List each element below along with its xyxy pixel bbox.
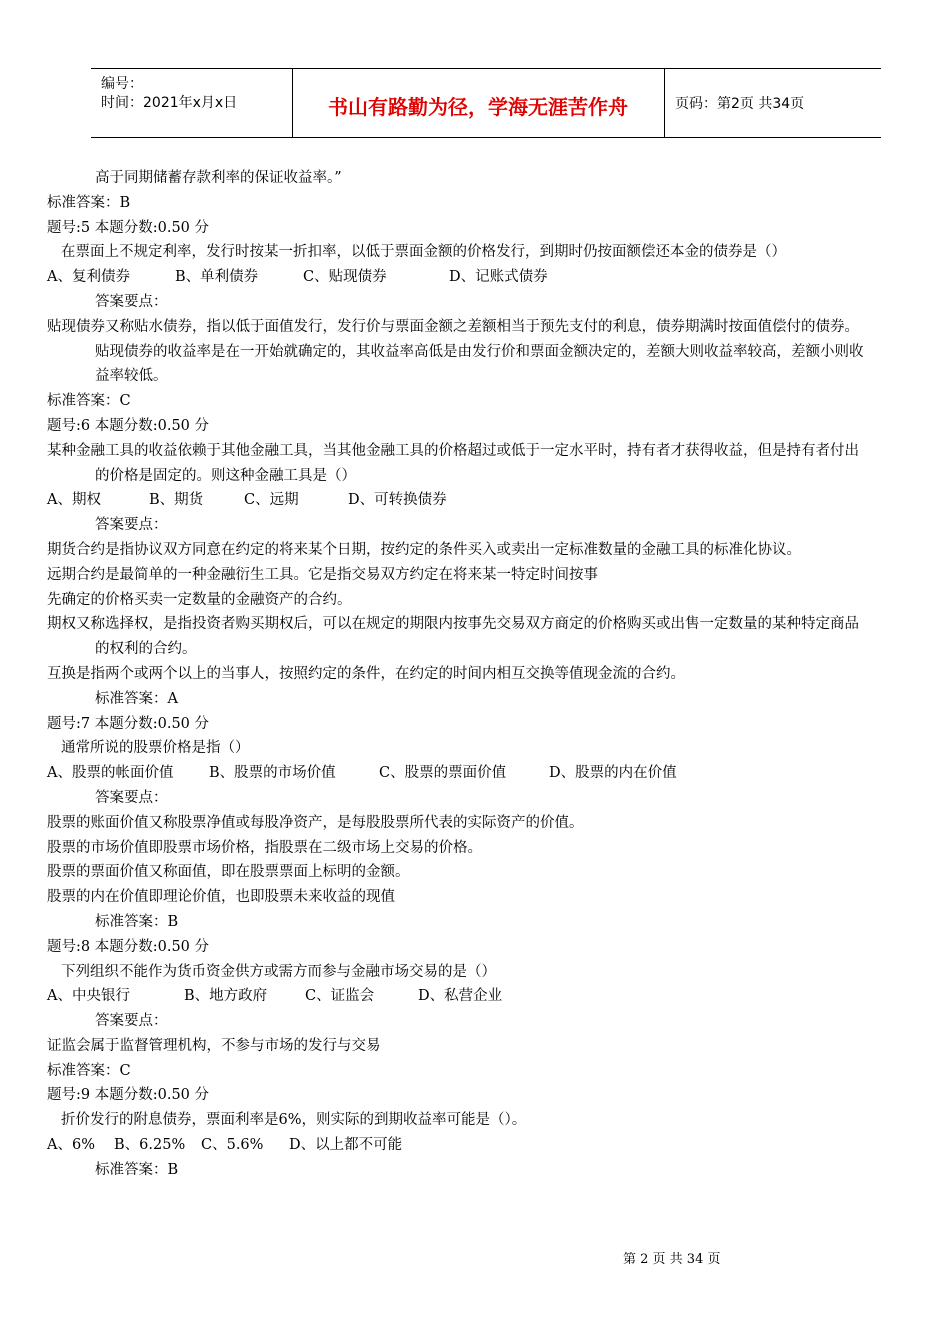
q8-options — [47, 984, 872, 1009]
q8-title: 题号:8 本题分数:0.50 分 — [47, 938, 209, 955]
q9-stem: 折价发行的附息债券，票面利率是6%，则实际的到期收益率可能是（）。 — [61, 1112, 527, 1129]
q5-title: 题号:5 本题分数:0.50 分 — [47, 219, 209, 236]
q7-option-a: A、股票的帐面价值 — [47, 765, 174, 782]
q6-option-d: D、可转换债券 — [348, 492, 447, 509]
q8-answer-point: 证监会属于监督管理机构，不参与市场的发行与交易 — [47, 1037, 381, 1054]
q9-option-a: A、6% — [47, 1137, 95, 1154]
q9-option-c: C、5.6% — [201, 1137, 264, 1154]
header-right-cell — [665, 69, 881, 137]
q4-stem-tail: 高于同期储蓄存款利率的保证收益率。” — [95, 170, 342, 186]
q5-stem: 在票面上不规定利率，发行时按某一折扣率，以低于票面金额的价格发行，到期时仍按面额偿还本金的债券是（） — [61, 244, 786, 261]
q6-answer-point: 先确定的价格买卖一定数量的金融资产的合约。 — [47, 591, 352, 608]
header-left-cell — [91, 69, 293, 137]
page-footer: 第 2 页 共 34 页 — [623, 1252, 721, 1267]
q7-standard-answer: 标准答案：B — [95, 913, 179, 930]
q7-options — [47, 761, 872, 786]
q8-standard-answer: 标准答案：C — [47, 1062, 131, 1079]
q6-answer-point: 互换是指两个或两个以上的当事人，按照约定的条件，在约定的时间内相互交换等值现金流的合约。 — [47, 665, 685, 682]
document-body — [47, 166, 872, 1183]
q5-option-c: C、贴现债券 — [303, 269, 387, 286]
page-header — [91, 68, 881, 138]
q4-standard-answer: 标准答案：B — [47, 194, 131, 211]
q9-title: 题号:9 本题分数:0.50 分 — [47, 1087, 209, 1104]
q9-standard-answer: 标准答案：B — [95, 1161, 179, 1178]
q8-option-a: A、中央银行 — [47, 988, 130, 1005]
doc-number-label: 编号： — [101, 76, 143, 92]
q9-option-d: D、以上都不可能 — [289, 1137, 403, 1154]
q7-answer-point: 股票的票面价值又称面值，即在股票票面上标明的金额。 — [47, 864, 410, 881]
q6-option-a: A、期权 — [47, 492, 101, 509]
q8-stem: 下列组织不能作为货币资金供方或需方而参与金融市场交易的是（） — [61, 963, 496, 980]
q6-answer-point: 期货合约是指协议双方同意在约定的将来某个日期，按约定的条件买入或卖出一定标准数量的金融工具的标准化协议。 — [47, 541, 801, 558]
q7-option-c: C、股票的票面价值 — [379, 765, 507, 782]
header-middle-cell — [292, 69, 665, 137]
q8-option-c: C、证监会 — [305, 988, 375, 1005]
q6-options — [47, 488, 872, 513]
q6-answer-point: 远期合约是最简单的一种金融衍生工具。它是指交易双方约定在将来某一特定时间按事 — [47, 566, 598, 583]
q7-answer-points-label: 答案要点： — [95, 789, 168, 806]
q5-answer-points-label: 答案要点： — [95, 293, 168, 310]
q8-option-d: D、私营企业 — [418, 988, 503, 1005]
q8-option-b: B、地方政府 — [184, 988, 268, 1005]
q7-answer-point: 股票的内在价值即理论价值，也即股票未来收益的现值 — [47, 889, 395, 906]
q5-answer-point: 贴现债券又称贴水债券，指以低于面值发行，发行价与票面金额之差额相当于预先支付的利息，债券期满时按面值偿付的债券。贴现债券的收益率是在一开始就确定的，其收益率高低是由发行价和票面金额决定的，差额大则收益率较高，差额小则收益率较低。 — [47, 318, 864, 385]
q8-answer-points-label: 答案要点： — [95, 1013, 168, 1030]
q7-stem: 通常所说的股票价格是指（） — [61, 740, 250, 757]
q7-option-d: D、股票的内在价值 — [549, 765, 677, 782]
header-motto: 书山有路勤为径，学海无涯苦作舟 — [328, 95, 628, 119]
q6-title: 题号:6 本题分数:0.50 分 — [47, 417, 209, 434]
q9-option-b: B、6.25% — [114, 1137, 186, 1154]
q5-standard-answer: 标准答案：C — [47, 393, 131, 410]
q7-answer-point: 股票的账面价值又称股票净值或每股净资产，是每股股票所代表的实际资产的价值。 — [47, 814, 584, 831]
q5-option-d: D、记账式债券 — [449, 269, 548, 286]
q6-option-c: C、远期 — [244, 492, 299, 509]
q5-options — [47, 265, 872, 290]
q7-title: 题号:7 本题分数:0.50 分 — [47, 715, 209, 732]
q7-answer-point: 股票的市场价值即股票市场价格，指股票在二级市场上交易的价格。 — [47, 839, 482, 856]
header-page-number: 页码：第2页 共34页 — [675, 96, 805, 112]
q6-standard-answer: 标准答案：A — [95, 690, 178, 707]
q7-option-b: B、股票的市场价值 — [209, 765, 336, 782]
q5-option-a: A、复利债券 — [47, 269, 130, 286]
q6-answer-points-label: 答案要点： — [95, 517, 168, 534]
q5-option-b: B、单利债券 — [175, 269, 259, 286]
q6-answer-point: 期权又称选择权，是指投资者购买期权后，可以在规定的期限内按事先交易双方商定的价格购买或出售一定数量的某种特定商品的权利的合约。 — [47, 616, 859, 658]
q9-options — [47, 1133, 872, 1158]
doc-time-label: 时间：2021年x月x日 — [101, 95, 238, 111]
q6-option-b: B、期货 — [149, 492, 204, 509]
q6-stem: 某种金融工具的收益依赖于其他金融工具，当其他金融工具的价格超过或低于一定水平时，持有者才获得收益，但是持有者付出的价格是固定的。则这种金融工具是（） — [47, 442, 859, 484]
